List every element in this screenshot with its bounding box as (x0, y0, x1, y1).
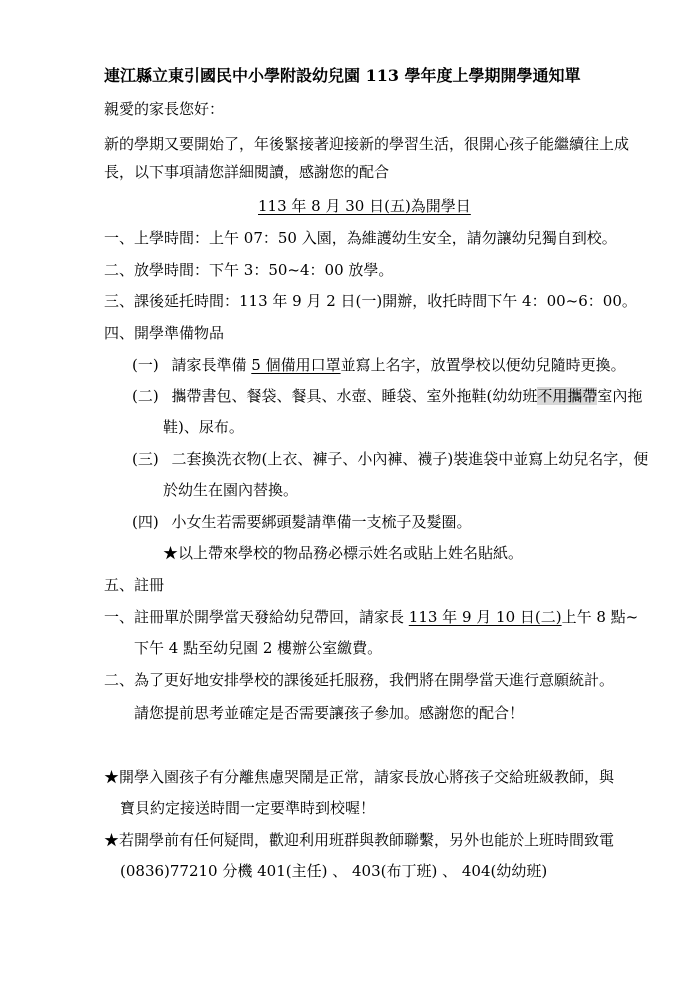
start-date (258, 196, 471, 216)
supply-item-2-text-a: 攜帶書包、餐袋、餐具、水壺、睡袋、室外拖鞋(幼幼班 (171, 387, 538, 405)
section-2-dismissal-time (104, 260, 393, 280)
supply-item-3-line-2: 於幼生在園內替換。 (163, 481, 299, 499)
registration-paragraph-1-line-2: 下午 4 點至幼兒園 2 樓辦公室繳費。 (134, 639, 383, 657)
section-1-rest: 入園，為維護幼生安全，請勿讓幼兒獨自到校。 (296, 229, 617, 247)
supply-item-2 (132, 386, 642, 406)
section-1-time: 上午 07：50 (209, 229, 297, 247)
registration-paragraph-2-line-2: 請您提前思考並確定是否需要讓孩子參加。感謝您的配合！ (134, 704, 525, 722)
start-date-text: 113 年 8 月 30 日(五)為開學日 (258, 197, 471, 215)
note-2-contact-line: (0836)77210 分機 401(主任) 、 403(布丁班) 、 404(幼幼班) (120, 862, 548, 880)
supply-item-1 (132, 355, 626, 375)
supply-item-2-number: (二) (132, 387, 159, 405)
section-2-prefix: 二、放學時間： (104, 261, 210, 279)
supply-item-2-highlight: 不用攜帶 (537, 387, 598, 405)
registration-paragraph-1 (104, 607, 638, 627)
supply-item-1-number: (一) (132, 356, 159, 374)
supply-item-1-underlined: 5 個備用口罩 (251, 356, 341, 374)
supply-note: ★以上帶來學校的物品務必標示姓名或貼上姓名貼紙。 (163, 544, 524, 562)
section-2-time: 下午 3：50~4：00 (209, 261, 344, 279)
supply-item-2-line-2: 鞋)、尿布。 (163, 418, 244, 436)
section-3-after-school: 三、課後延托時間：113 年 9 月 2 日(一)開辦，收托時間下午 4：00~6：00。 (104, 292, 637, 310)
supply-item-4 (132, 512, 472, 532)
supply-item-3-number: (三) (132, 450, 159, 468)
supply-item-1-text-b: 並寫上名字，放置學校以便幼兒隨時更換。 (340, 356, 626, 374)
section-1-school-time (104, 228, 617, 248)
supply-item-3 (132, 449, 648, 469)
registration-paragraph-2-line-1: 二、為了更好地安排學校的課後延托服務，我們將在開學當天進行意願統計。 (104, 671, 615, 689)
greeting: 親愛的家長您好： (104, 100, 225, 118)
supply-item-4-number: (四) (132, 513, 159, 531)
supply-item-4-line-1: 小女生若需要綁頭髮請準備一支梳子及髮圈。 (171, 513, 472, 531)
section-1-prefix: 一、上學時間： (104, 229, 210, 247)
section-2-rest: 放學。 (343, 261, 394, 279)
supply-item-3-line-1: 二套換洗衣物(上衣、褲子、小內褲、襪子)裝進袋中並寫上幼兒名字，便 (171, 450, 649, 468)
note-1-line-1: ★開學入園孩子有分離焦慮哭鬧是正常，請家長放心將孩子交給班級教師，與 (104, 768, 615, 786)
registration-date: 113 年 9 月 10 日(二) (408, 608, 562, 626)
intro-line-2: 長，以下事項請您詳細閱讀，感謝您的配合 (104, 163, 390, 181)
supply-item-2-text-b: 室內拖 (597, 387, 643, 405)
section-4-heading: 四、開學準備物品 (104, 324, 225, 342)
intro-line-1: 新的學期又要開始了，年後緊接著迎接新的學習生活，很開心孩子能繼續往上成 (104, 135, 630, 153)
note-1-line-2: 寶貝約定接送時間一定要準時到校喔！ (120, 799, 376, 817)
registration-p1-text-b: 上午 8 點~ (561, 608, 639, 626)
note-2-line-1: ★若開學前有任何疑問，歡迎利用班群與教師聯繫，另外也能於上班時間致電 (104, 831, 615, 849)
supply-item-1-text-a: 請家長準備 (171, 356, 252, 374)
registration-p1-text-a: 一、註冊單於開學當天發給幼兒帶回，請家長 (104, 608, 409, 626)
notice-title: 連江縣立東引國民中小學附設幼兒園 113 學年度上學期開學通知單 (104, 66, 581, 85)
section-5-heading: 五、註冊 (104, 576, 165, 594)
